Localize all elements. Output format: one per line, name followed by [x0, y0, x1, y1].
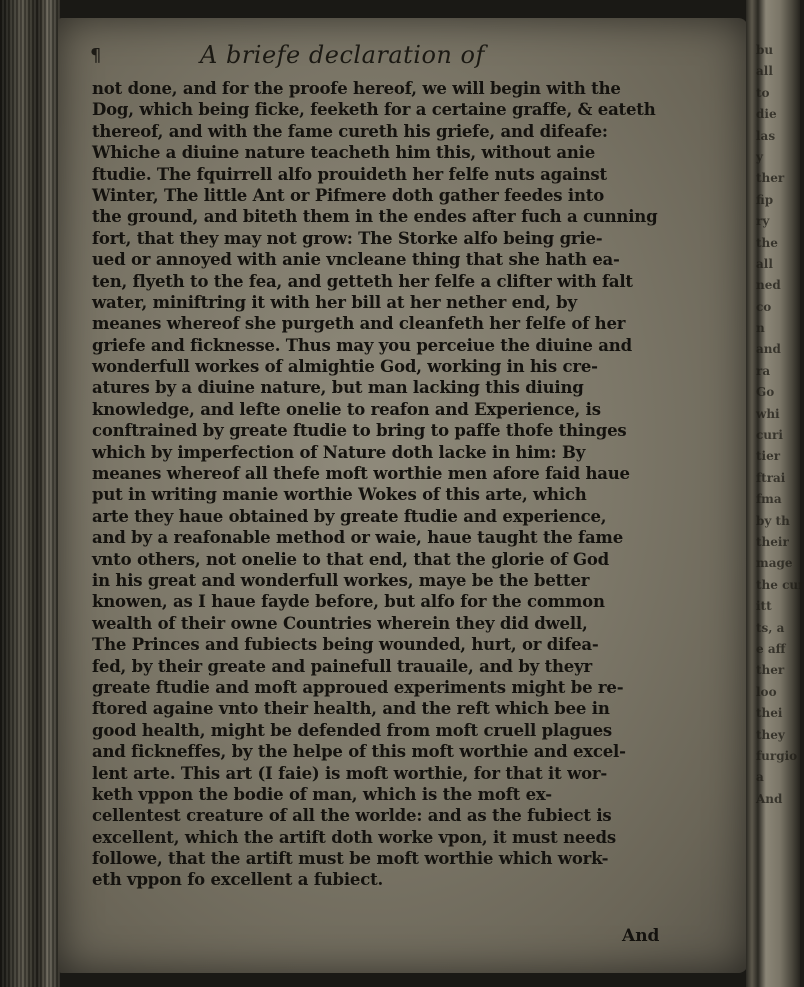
facing-page-fragment: y — [756, 149, 763, 164]
text-line: water, miniftring it with her bill at her nether end, by — [92, 292, 577, 312]
text-line: ftored againe vnto their health, and the reft which bee in — [92, 699, 610, 719]
facing-page-fragment: ther — [756, 663, 785, 678]
text-line: Whiche a diuine nature teacheth him this, without anie — [92, 143, 596, 163]
text-line: followe, that the artift must be moft worthie which work- — [92, 849, 609, 869]
body-text — [92, 78, 680, 891]
text-line: in his great and wonderfull workes, maye be the better — [92, 570, 590, 590]
facing-page-fragment: all — [756, 256, 773, 271]
facing-page-fragment: fip — [756, 192, 774, 207]
facing-page-fragments — [756, 40, 804, 810]
facing-page-fragment: they — [756, 727, 785, 742]
facing-page-fragment: furgio — [756, 748, 798, 763]
text-line: and by a reafonable method or waie, haue taught the fame — [92, 528, 623, 548]
text-line: wonderfull workes of almightie God, working in his cre- — [92, 357, 598, 377]
facing-page-fragment: all — [756, 64, 773, 79]
facing-page-fragment: And — [756, 791, 783, 806]
text-line: knowen, as I haue fayde before, but alfo for the common — [92, 592, 605, 612]
facing-page-fragment: itt — [756, 599, 772, 614]
text-line: atures by a diuine nature, but man lacking this diuing — [92, 378, 584, 398]
facing-page-fragment: tier — [756, 449, 781, 464]
facing-page-fragment: loo — [756, 684, 777, 699]
facing-page-fragment: by th — [756, 513, 790, 528]
text-line: ten, flyeth to the fea, and getteth her felfe a clifter with falt — [92, 271, 633, 291]
text-line: good health, might be defended from moft cruell plagues — [92, 720, 612, 740]
running-head — [90, 40, 650, 70]
text-line: meanes whereof all thefe moft worthie men afore faid haue — [92, 464, 630, 484]
facing-page-fragment: n — [756, 321, 765, 336]
text-line: griefe and ficknesse. Thus may you perceiue the diuine and — [92, 335, 632, 355]
text-line: lent arte. This art (I faie) is moft worthie, for that it wor- — [92, 763, 608, 783]
facing-page-fragment: thei — [756, 706, 783, 721]
text-line: knowledge, and lefte onelie to reafon and Experience, is — [92, 399, 601, 419]
text-line: which by imperfection of Nature doth lacke in him: By — [92, 442, 586, 462]
facing-page-fragment: the cur — [756, 577, 804, 592]
text-line: not done, and for the proofe hereof, we will begin with the — [92, 79, 621, 98]
facing-page-fragment: e aff — [756, 641, 786, 656]
facing-page-fragment: co — [756, 299, 772, 314]
text-line: meanes whereof she purgeth and cleanfeth her felfe of her — [92, 314, 626, 334]
text-line: arte they haue obtained by greate ftudie and experience, — [92, 506, 607, 526]
facing-page-fragment: a — [756, 770, 764, 785]
facing-page-fragment: bu — [756, 43, 774, 57]
facing-page-fragment: fma — [756, 492, 782, 507]
catchword: And — [622, 926, 660, 946]
text-line: fed, by their greate and painefull trauaile, and by theyr — [92, 656, 592, 676]
facing-page-fragment: and — [756, 342, 781, 357]
text-line: ued or annoyed with anie vncleane thing that she hath ea- — [92, 250, 620, 270]
text-line: cellentest creature of all the worlde: and as the fubiect is — [92, 806, 612, 826]
text-line: wealth of their owne Countries wherein they did dwell, — [92, 613, 588, 633]
text-line: the ground, and biteth them in the endes after fuch a cunning — [92, 207, 658, 227]
facing-page-fragment: ned — [756, 278, 781, 293]
text-line: The Princes and fubiects being wounded, hurt, or difea- — [92, 635, 599, 655]
text-line: Winter, The little Ant or Pifmere doth gather feedes into — [92, 185, 605, 205]
facing-page-fragment: las — [756, 128, 776, 143]
facing-page-fragment: ts, a — [756, 620, 785, 635]
text-line: Dog, which being ficke, feeketh for a certaine graffe, & eateth — [92, 100, 656, 120]
facing-page-fragment: ftrai — [756, 470, 786, 485]
facing-page-fragment: to — [756, 85, 770, 100]
text-line: eth vppon fo excellent a fubiect. — [92, 870, 384, 890]
text-line: vnto others, not onelie to that end, that the glorie of God — [92, 549, 609, 569]
facing-page-fragment: their — [756, 534, 789, 549]
text-line: ftudie. The fquirrell alfo prouideth her felfe nuts against — [92, 164, 607, 184]
book-spine-edge — [0, 0, 60, 987]
text-line: thereof, and with the fame cureth his griefe, and difeafe: — [92, 121, 608, 141]
facing-page-fragment: ry — [756, 214, 770, 229]
text-line: excellent, which the artift doth worke vpon, it must needs — [92, 827, 616, 847]
pilcrow-mark: ¶ — [90, 44, 102, 66]
text-line: keth vppon the bodie of man, which is the moft ex- — [92, 784, 552, 804]
facing-page-fragment: ra — [756, 363, 771, 378]
facing-page-fragment: the — [756, 235, 778, 250]
text-line: greate ftudie and moft approued experiments might be re- — [92, 677, 624, 697]
running-head-title: A briefe declaration of — [200, 41, 485, 69]
facing-page-fragment: curi — [756, 428, 783, 443]
facing-page-fragment: ther — [756, 171, 785, 186]
text-line: and fickneffes, by the helpe of this moft worthie and excel- — [92, 742, 626, 762]
facing-page-fragment: whi — [756, 406, 780, 421]
facing-page-fragment: die — [756, 107, 777, 122]
text-line: fort, that they may not grow: The Storke alfo being grie- — [92, 228, 603, 248]
text-line: conftrained by greate ftudie to bring to paffe thofe thinges — [92, 421, 627, 441]
facing-page-fragment: mage — [756, 556, 793, 571]
text-line: put in writing manie worthie Wokes of this arte, which — [92, 485, 587, 505]
facing-page-fragment: Go — [756, 385, 775, 400]
